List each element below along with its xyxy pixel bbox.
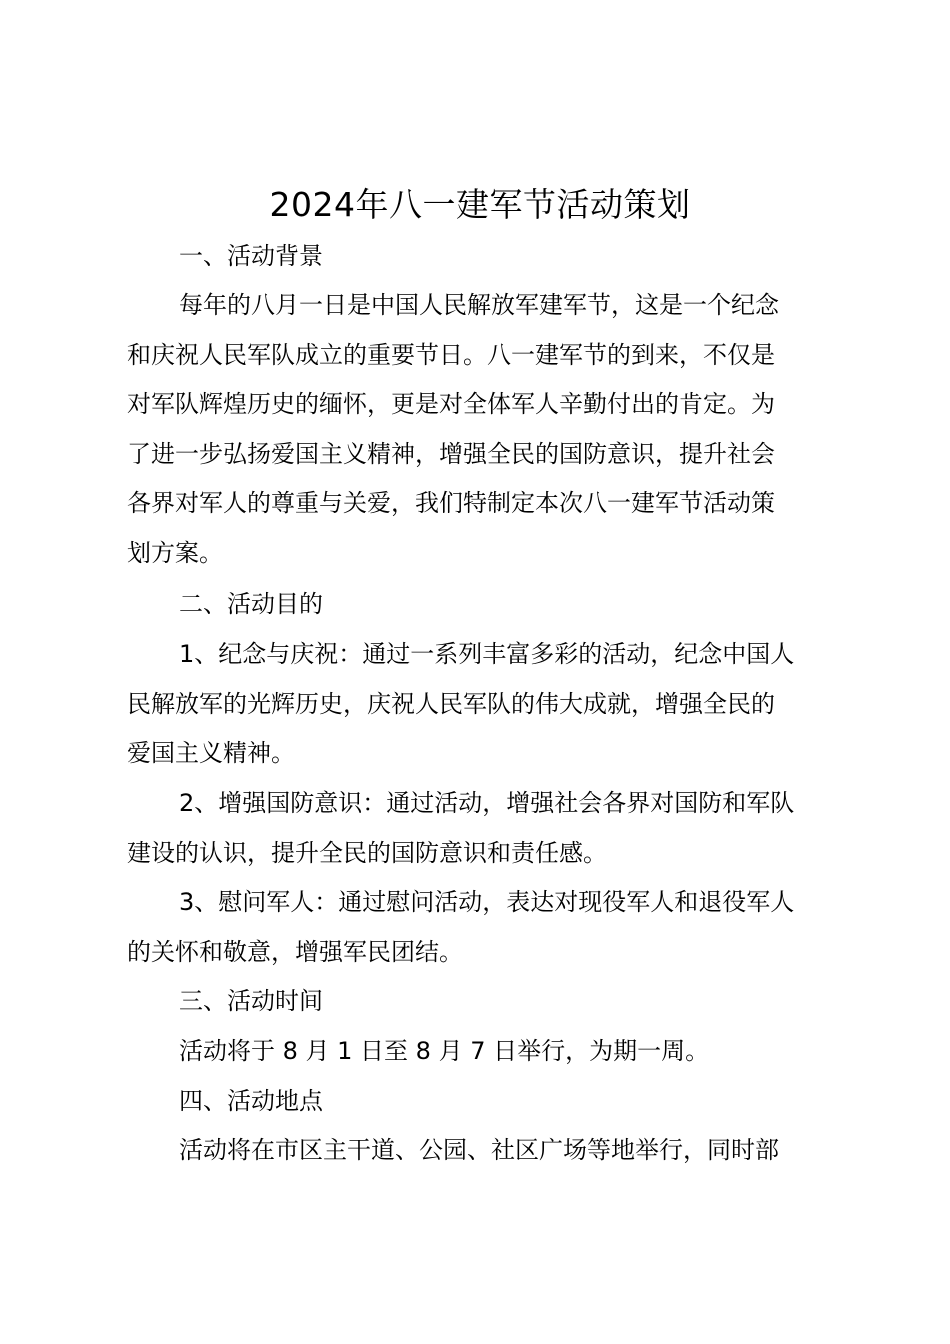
section-purpose <box>127 580 837 630</box>
paragraph-line: 建设的认识，提升全民的国防意识和责任感。 <box>127 838 607 867</box>
paragraph-line: 爱国主义精神。 <box>127 739 295 767</box>
section-heading: 四、活动地点 <box>179 1087 323 1115</box>
paragraph-line: 的关怀和敬意，增强军民团结。 <box>127 937 463 966</box>
paragraph <box>127 630 837 779</box>
section-heading: 二、活动目的 <box>179 590 323 618</box>
paragraph-line: 每年的八月一日是中国人民解放军建军节，这是一个纪念 <box>179 291 779 319</box>
section-time <box>127 977 837 1027</box>
paragraph <box>127 779 837 878</box>
paragraph <box>127 878 837 977</box>
paragraph-line: 对军队辉煌历史的缅怀，更是对全体军人辛勤付出的肯定。为 <box>127 390 775 418</box>
paragraph-line: 各界对军人的尊重与关爱，我们特制定本次八一建军节活动策 <box>127 489 775 517</box>
paragraph <box>127 1027 837 1077</box>
section-location <box>127 1077 837 1127</box>
paragraph <box>127 281 837 578</box>
paragraph-line: 划方案。 <box>127 538 223 567</box>
paragraph-line: 和庆祝人民军队成立的重要节日。八一建军节的到来，不仅是 <box>127 340 775 369</box>
paragraph-line: 活动将在市区主干道、公园、社区广场等地举行，同时部 <box>179 1136 779 1164</box>
paragraph-line: 1、纪念与庆祝：通过一系列丰富多彩的活动，纪念中国人 <box>179 640 795 668</box>
paragraph-line: 2、增强国防意识：通过活动，增强社会各界对国防和军队 <box>179 789 795 817</box>
section-heading: 一、活动背景 <box>179 242 323 270</box>
document-title: 2024年八一建军节活动策划 <box>269 185 691 224</box>
paragraph-line: 了进一步弘扬爱国主义精神，增强全民的国防意识，提升社会 <box>127 439 775 468</box>
section-background <box>127 232 837 282</box>
paragraph-line: 民解放军的光辉历史，庆祝人民军队的伟大成就，增强全民的 <box>127 689 775 718</box>
paragraph <box>127 1126 837 1176</box>
section-heading: 三、活动时间 <box>179 987 323 1015</box>
paragraph-line: 3、慰问军人：通过慰问活动，表达对现役军人和退役军人 <box>179 888 795 916</box>
paragraph-line: 活动将于 8 月 1 日至 8 月 7 日举行，为期一周。 <box>179 1037 710 1065</box>
